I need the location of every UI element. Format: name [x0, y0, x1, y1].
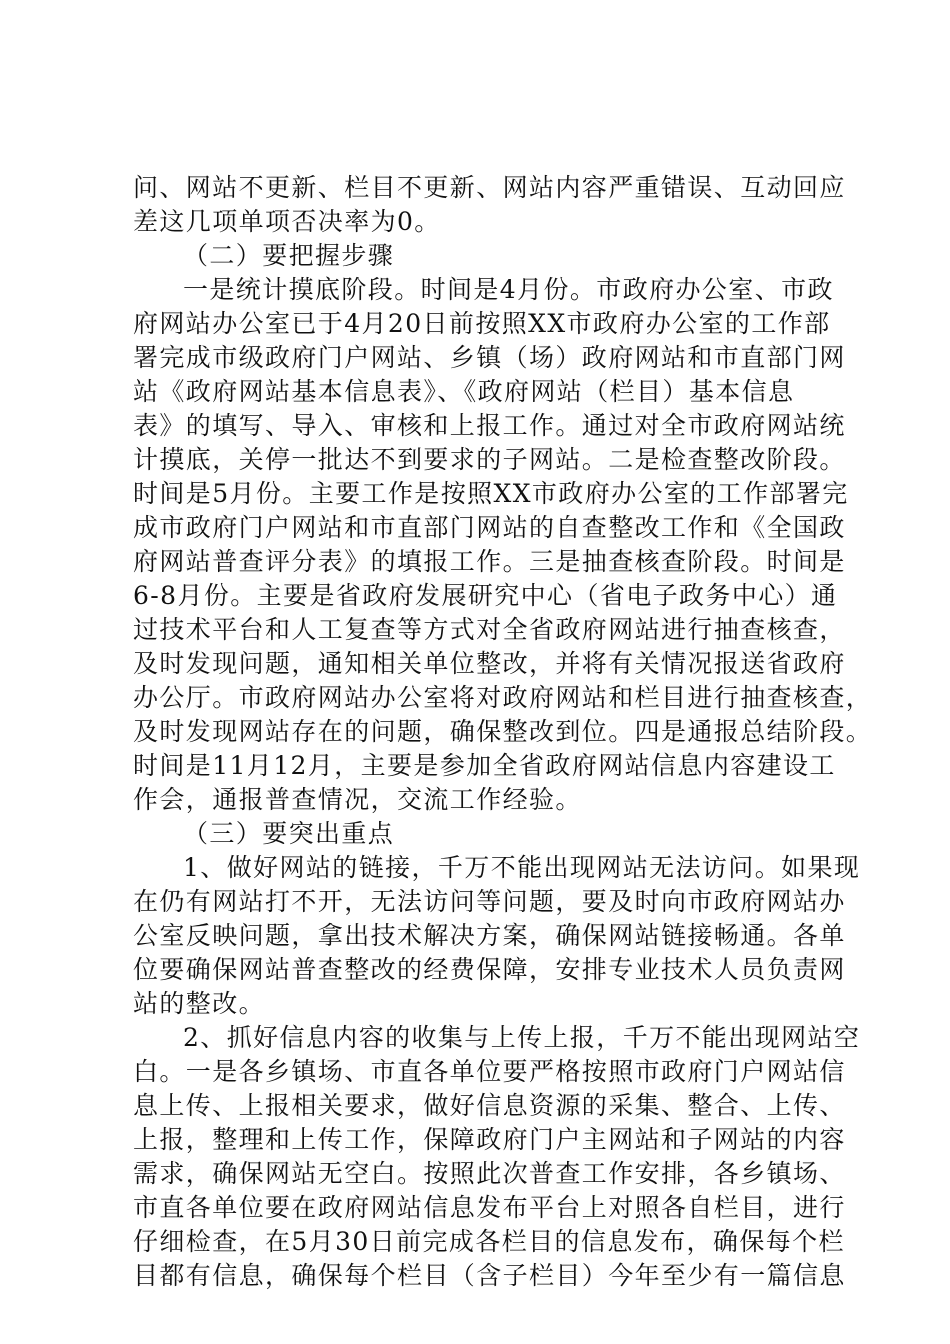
text-line-7: 站《政府网站基本信息表》、《政府网站（栏目）基本信息 [133, 377, 795, 406]
text-line-5: 府网站办公室已于4月20日前按照XX市政府办公室的工作部 [133, 309, 831, 338]
text-line-29: 上报，整理和上传工作，保障政府门户主网站和子网站的内容 [133, 1125, 846, 1154]
text-line-19: 作会，通报普查情况，交流工作经验。 [133, 785, 582, 814]
text-line-1: 问、网站不更新、栏目不更新、网站内容严重错误、互动回应 [133, 173, 846, 202]
text-line-21: 1、做好网站的链接，千万不能出现网站无法访问。如果现 [183, 853, 861, 882]
text-line-33: 目都有信息，确保每个栏目（含子栏目）今年至少有一篇信息 [133, 1261, 846, 1290]
text-line-27: 白。一是各乡镇场、市直各单位要严格按照市政府门户网站信 [133, 1057, 846, 1086]
text-line-2: 差这几项单项否决率为0。 [133, 207, 441, 236]
section-heading-3: （三）要突出重点 [183, 819, 395, 848]
text-line-14: 过技术平台和人工复查等方式对全省政府网站进行抽查核查， [133, 615, 846, 644]
text-line-8: 表》的填写、导入、审核和上报工作。通过对全市政府网站统 [133, 411, 846, 440]
text-line-23: 公室反映问题，拿出技术解决方案，确保网站链接畅通。各单 [133, 921, 846, 950]
text-line-12: 府网站普查评分表》的填报工作。三是抽查核查阶段。时间是 [133, 547, 846, 576]
text-line-9: 计摸底，关停一批达不到要求的子网站。二是检查整改阶段。 [133, 445, 846, 474]
text-line-26: 2、抓好信息内容的收集与上传上报，千万不能出现网站空 [183, 1023, 861, 1052]
text-line-11: 成市政府门户网站和市直部门网站的自查整改工作和《全国政 [133, 513, 846, 542]
text-line-15: 及时发现问题，通知相关单位整改，并将有关情况报送省政府 [133, 649, 846, 678]
text-line-28: 息上传、上报相关要求，做好信息资源的采集、整合、上传、 [133, 1091, 846, 1120]
section-heading-2: （二）要把握步骤 [183, 241, 395, 270]
text-line-16: 办公厅。市政府网站办公室将对政府网站和栏目进行抽查核查， [133, 683, 873, 712]
text-line-31: 市直各单位要在政府网站信息发布平台上对照各自栏目，进行 [133, 1193, 846, 1222]
text-line-4: 一是统计摸底阶段。时间是4月份。市政府办公室、市政 [183, 275, 834, 304]
text-line-22: 在仍有网站打不开，无法访问等问题，要及时向市政府网站办 [133, 887, 846, 916]
text-line-10: 时间是5月份。主要工作是按照XX市政府办公室的工作部署完 [133, 479, 849, 508]
text-line-32: 仔细检查，在5月30日前完成各栏目的信息发布，确保每个栏 [133, 1227, 845, 1256]
text-line-25: 站的整改。 [133, 989, 266, 1018]
text-line-18: 时间是11月12月，主要是参加全省政府网站信息内容建设工 [133, 751, 836, 780]
text-line-6: 署完成市级政府门户网站、乡镇（场）政府网站和市直部门网 [133, 343, 846, 372]
text-line-17: 及时发现网站存在的问题，确保整改到位。四是通报总结阶段。 [133, 717, 873, 746]
text-line-13: 6-8月份。主要是省政府发展研究中心（省电子政务中心）通 [133, 581, 838, 610]
text-line-24: 位要确保网站普查整改的经费保障，安排专业技术人员负责网 [133, 955, 846, 984]
text-line-30: 需求，确保网站无空白。按照此次普查工作安排，各乡镇场、 [133, 1159, 846, 1188]
